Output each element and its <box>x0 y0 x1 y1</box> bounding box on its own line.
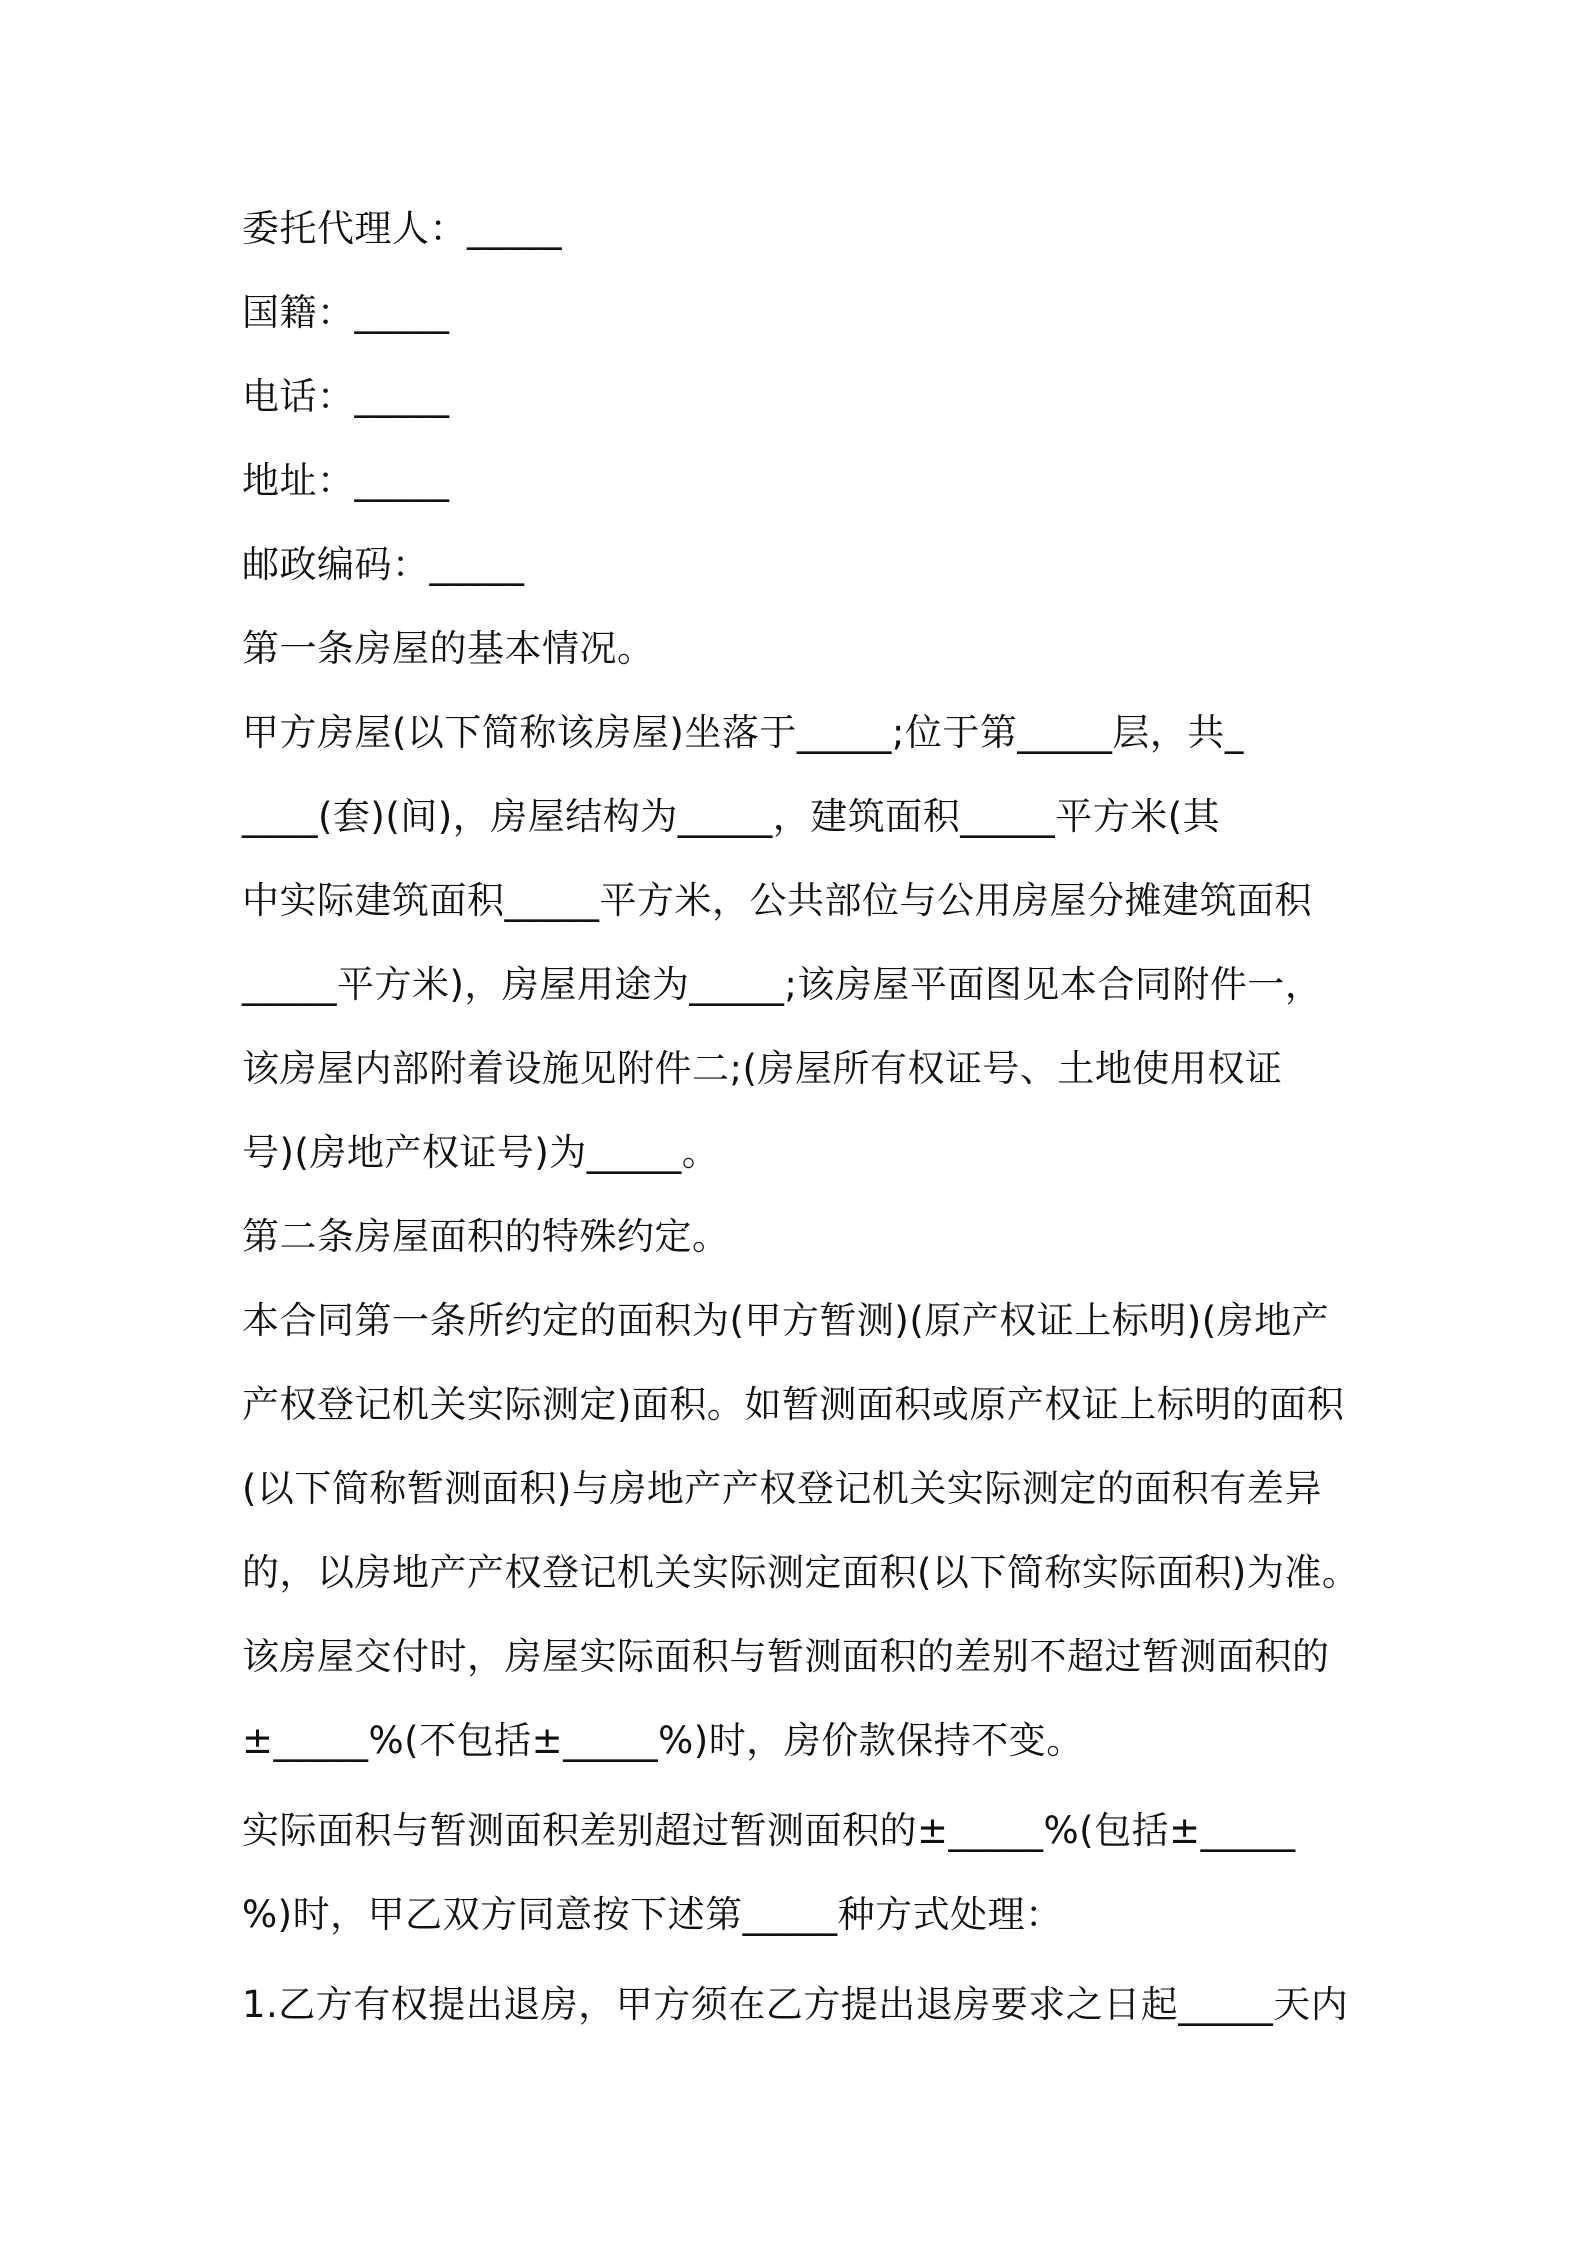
postal-code-field: 邮政编码：_____ <box>242 543 525 586</box>
nationality-field: 国籍：_____ <box>242 291 450 334</box>
article-1-text-line: 号)(房地产权证号)为_____。 <box>242 1131 720 1174</box>
article-2-text-line: 该房屋交付时，房屋实际面积与暂测面积的差别不超过暂测面积的 <box>242 1635 1330 1678</box>
article-2-text-line: 实际面积与暂测面积差别超过暂测面积的±_____%(包括±_____ <box>242 1809 1296 1852</box>
article-2-text-line: 本合同第一条所约定的面积为(甲方暂测)(原产权证上标明)(房地产 <box>242 1299 1330 1342</box>
article-2-text-line: %)时，甲乙双方同意按下述第_____种方式处理： <box>242 1893 1063 1936</box>
article-1-text-line: 该房屋内部附着设施见附件二;(房屋所有权证号、土地使用权证 <box>242 1047 1283 1090</box>
phone-field: 电话：_____ <box>242 375 450 418</box>
article-2-text-line: ±_____%(不包括±_____%)时，房价款保持不变。 <box>242 1719 1084 1762</box>
article-1-heading: 第一条房屋的基本情况。 <box>242 627 655 670</box>
article-2-text-line: (以下简称暂测面积)与房地产产权登记机关实际测定的面积有差异 <box>242 1467 1322 1510</box>
article-1-text-line: 甲方房屋(以下简称该房屋)坐落于_____;位于第_____层，共_ <box>242 711 1244 754</box>
article-2-text-line: 产权登记机关实际测定)面积。如暂测面积或原产权证上标明的面积 <box>242 1383 1345 1426</box>
article-1-text-line: 中实际建筑面积_____平方米，公共部位与公用房屋分摊建筑面积 <box>242 879 1312 922</box>
numbered-clause-1: 1.乙方有权提出退房，甲方须在乙方提出退房要求之日起_____天内 <box>242 1983 1349 2026</box>
agent-field: 委托代理人：_____ <box>242 207 562 250</box>
article-1-text-line: ____(套)(间)，房屋结构为_____，建筑面积_____平方米(其 <box>242 795 1221 838</box>
address-field: 地址：_____ <box>242 459 450 502</box>
article-2-heading: 第二条房屋面积的特殊约定。 <box>242 1215 730 1258</box>
article-2-text-line: 的，以房地产产权登记机关实际测定面积(以下简称实际面积)为准。 <box>242 1551 1360 1594</box>
article-1-text-line: _____平方米)，房屋用途为_____;该房屋平面图见本合同附件一， <box>242 963 1323 1006</box>
